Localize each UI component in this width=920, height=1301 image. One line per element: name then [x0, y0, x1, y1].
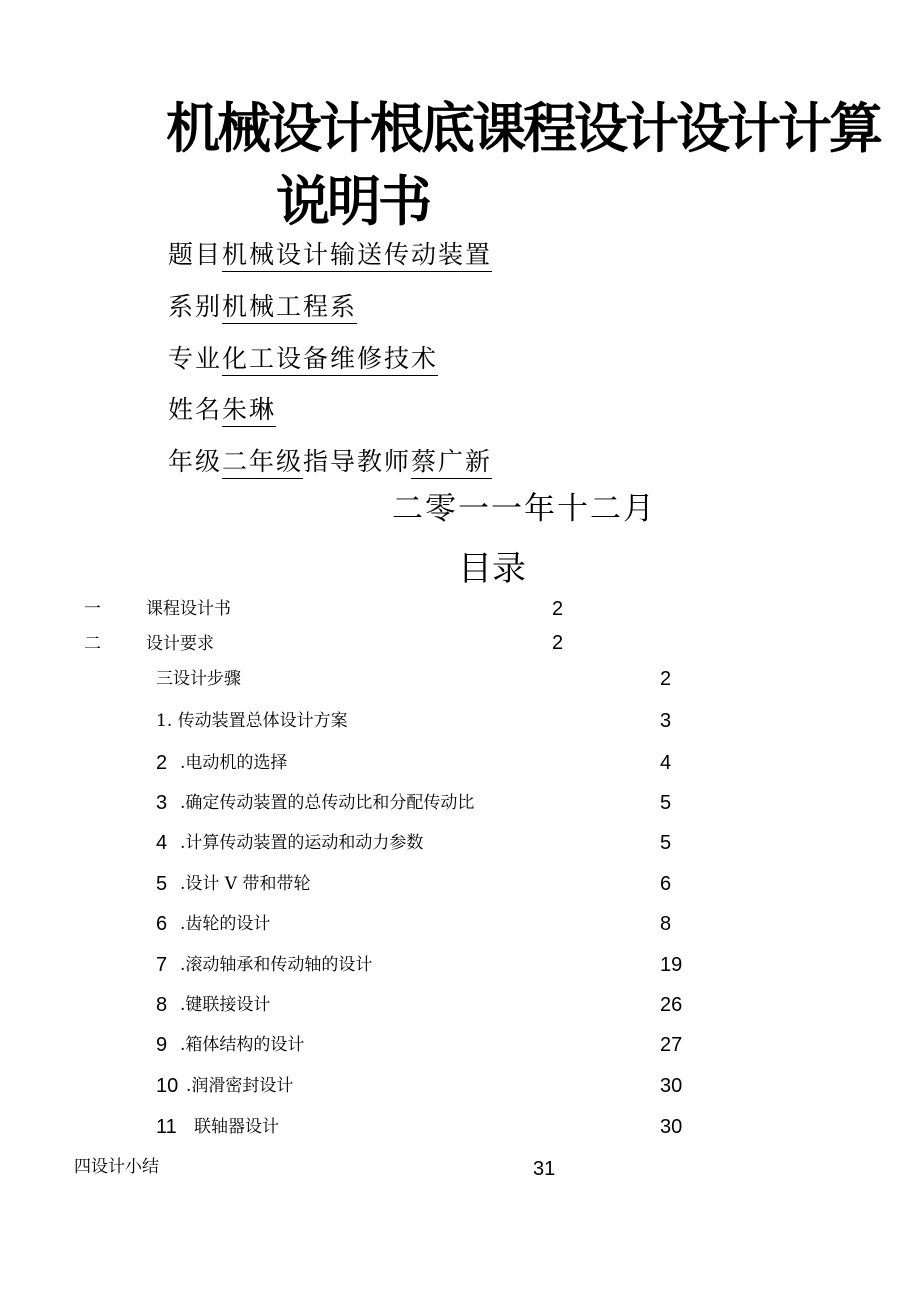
document-date: 二零一一年十二月: [392, 491, 656, 527]
toc-entry-page: 2: [552, 632, 564, 654]
toc-entry-page: 2: [552, 598, 564, 620]
toc-entry-number: 2: [156, 752, 168, 774]
toc-entry-page: 3: [660, 710, 672, 732]
field-topic: [168, 242, 492, 267]
field-grade-label: 年级: [168, 447, 223, 476]
field-major-label: 专业: [168, 344, 223, 373]
field-major-value: 化工设备维修技术: [222, 344, 438, 376]
toc-entry-title: .箱体结构的设计: [180, 1035, 305, 1055]
toc-entry-page: 8: [660, 913, 672, 935]
field-major: [168, 346, 438, 371]
toc-entry-number: 3: [156, 792, 168, 814]
field-name-label: 姓名: [168, 395, 223, 424]
toc-entry-title: 三设计步骤: [156, 669, 241, 689]
toc-entry-page: 31: [533, 1158, 556, 1180]
toc-entry-number: 11: [156, 1116, 177, 1138]
toc-entry-page: 5: [660, 832, 672, 854]
toc-entry-number: 9: [156, 1034, 168, 1056]
field-advisor-label: 指导教师: [303, 447, 412, 476]
document-title-line-2: 说明书: [276, 170, 429, 233]
toc-entry-page: 30: [660, 1075, 683, 1097]
toc-entry-page: 5: [660, 792, 672, 814]
field-grade-advisor: [168, 449, 492, 474]
toc-entry-title: .润滑密封设计: [186, 1076, 294, 1096]
field-name: [168, 397, 276, 422]
toc-entry-title: 1. 传动装置总体设计方案: [156, 711, 348, 731]
toc-heading: 目录: [458, 549, 526, 589]
toc-entry-title: 设计要求: [146, 634, 214, 654]
toc-entry-title: .确定传动装置的总传动比和分配传动比: [180, 793, 475, 813]
toc-entry-page: 6: [660, 873, 672, 895]
toc-entry-title: .齿轮的设计: [180, 914, 271, 934]
toc-entry-title: .滚动轴承和传动轴的设计: [180, 955, 373, 975]
field-topic-value: 机械设计输送传动装置: [222, 240, 492, 272]
toc-entry-title: 课程设计书: [146, 599, 231, 619]
toc-entry-page: 26: [660, 994, 683, 1016]
toc-entry-page: 2: [660, 668, 672, 690]
toc-entry-number: 二: [84, 634, 101, 654]
field-grade-value: 二年级: [222, 447, 303, 479]
toc-entry-number: 一: [84, 599, 101, 619]
toc-entry-number: 7: [156, 954, 168, 976]
toc-entry-title: 联轴器设计: [194, 1117, 279, 1137]
field-name-value: 朱琳: [222, 395, 276, 427]
document-title-line-1: 机械设计根底课程设计设计计算: [166, 97, 880, 160]
toc-entry-number: 4: [156, 832, 168, 854]
toc-entry-number: 10: [156, 1075, 179, 1097]
toc-entry-number: 6: [156, 913, 168, 935]
toc-entry-title: .电动机的选择: [180, 753, 288, 773]
field-advisor-value: 蔡广新: [411, 447, 492, 479]
toc-entry-page: 19: [660, 954, 683, 976]
toc-entry-title: .计算传动装置的运动和动力参数: [180, 833, 424, 853]
toc-entry-page: 30: [660, 1116, 683, 1138]
field-department-label: 系别: [168, 292, 223, 321]
toc-entry-title: .键联接设计: [180, 995, 271, 1015]
field-department-value: 机械工程系: [222, 292, 357, 324]
field-department: [168, 294, 357, 319]
toc-entry-number: 8: [156, 994, 168, 1016]
toc-entry-number: 5: [156, 873, 168, 895]
toc-entry-title: .设计 V 带和带轮: [180, 874, 311, 894]
toc-entry-page: 27: [660, 1034, 683, 1056]
field-topic-label: 题目: [168, 240, 223, 269]
toc-entry-page: 4: [660, 752, 672, 774]
toc-entry-title: 四设计小结: [74, 1157, 159, 1177]
